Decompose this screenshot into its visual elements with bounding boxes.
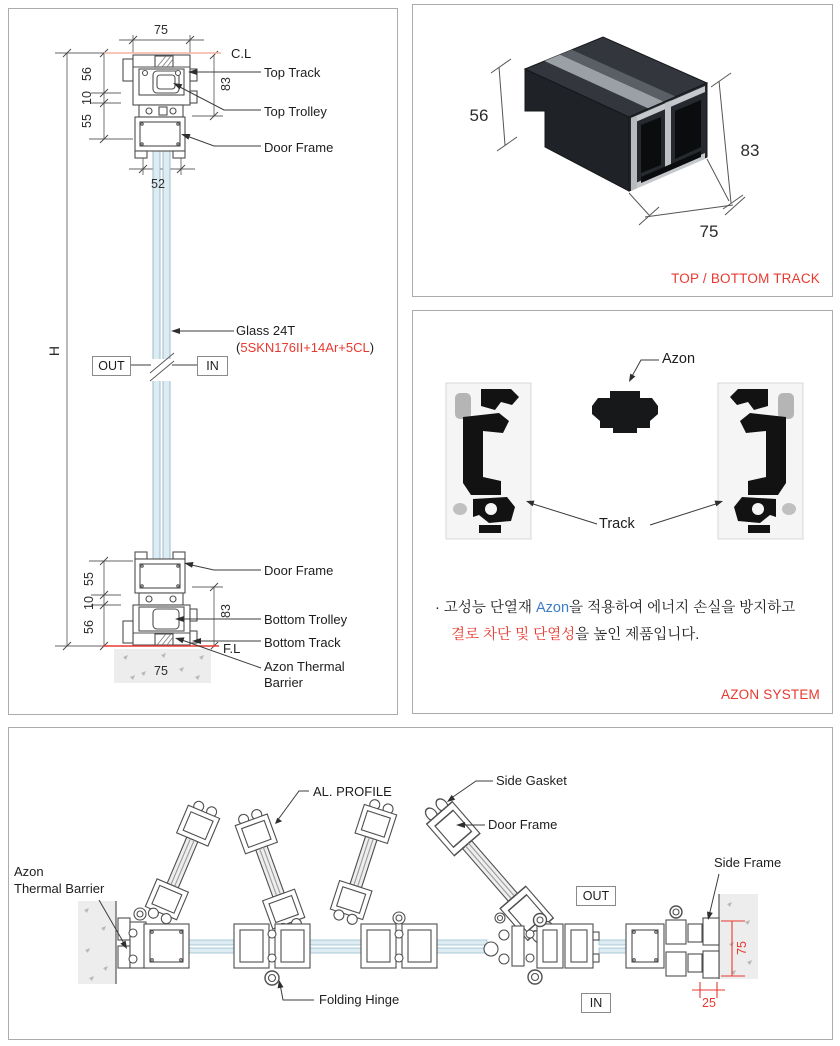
dim-55-bot: 55 [82, 572, 96, 586]
dim-3d-75: 75 [699, 222, 719, 241]
track-section-photo-right [718, 383, 803, 539]
azon-insulator-piece [592, 391, 658, 433]
azon-thermal-plan-label [14, 864, 104, 898]
caption-azon-system: AZON SYSTEM [721, 687, 820, 702]
dim-52: 52 [151, 177, 165, 191]
panel-track-3d [412, 4, 833, 297]
dim-83-top: 83 [219, 77, 233, 91]
azon-system-drawing [413, 311, 832, 713]
azon-thermal-label-1: Azon Thermal [264, 659, 345, 674]
out-box: OUT [92, 356, 131, 376]
glass-spec-code: 5SKN176II+14Ar+5CL [240, 340, 370, 355]
note1-azon-blue: Azon [535, 600, 570, 616]
plan-door-sections [118, 906, 719, 985]
glass-spec [236, 340, 374, 356]
dim-56-bot: 56 [82, 620, 96, 634]
azon-thermal-plan-line2: Thermal Barrier [14, 880, 105, 896]
dim-55-top: 55 [80, 114, 94, 128]
glass-spec-paren-close: ) [369, 340, 375, 355]
azon-thermal-plan-line1: Azon [14, 864, 44, 879]
track-3d-body [413, 5, 707, 191]
azon-label: Azon [662, 351, 696, 367]
dim-width-bot: 75 [154, 664, 168, 678]
track-3d-drawing [413, 5, 832, 296]
in-box: IN [197, 356, 228, 376]
dim-83-bot: 83 [219, 604, 233, 618]
panel-vertical-section [8, 8, 398, 715]
note2-rest: 을 높인 제품입니다. [575, 627, 700, 643]
dim-10-bot: 10 [82, 596, 96, 610]
glass-spec-paren-open: ( [236, 340, 241, 355]
note2-red: 결로 차단 및 단열성 [451, 627, 576, 643]
glass-panes [148, 151, 175, 559]
door-frame-plan-label: Door Frame [488, 817, 558, 832]
top-trolley-label: Top Trolley [264, 104, 327, 119]
panel-folding-plan [8, 727, 833, 1040]
concrete-wall-left [78, 901, 116, 984]
bottom-track-label: Bottom Track [264, 635, 341, 650]
folding-hinge-label: Folding Hinge [319, 992, 400, 1007]
side-gasket-label: Side Gasket [496, 773, 567, 788]
panel-azon-system [412, 310, 833, 714]
dim-10-top: 10 [80, 91, 94, 105]
track-section-photo-left [446, 383, 531, 539]
note1-black: 고성능 단열재 [443, 600, 536, 616]
azon-note-line1 [435, 596, 795, 617]
door-frame-bot-label: Door Frame [264, 563, 334, 578]
caption-top-bottom-track: TOP / BOTTOM TRACK [671, 271, 820, 286]
note-bullet: · [435, 600, 440, 616]
out-box-plan: OUT [576, 886, 616, 906]
bottom-trolley-label: Bottom Trolley [264, 612, 348, 627]
door-frame-top-label: Door Frame [264, 140, 334, 155]
side-frame-label: Side Frame [714, 855, 782, 870]
dim-side-frame-75: 75 [735, 941, 749, 955]
in-box-plan: IN [581, 993, 611, 1013]
azon-note-line2 [451, 623, 699, 644]
dim-3d-56: 56 [469, 106, 489, 125]
azon-thermal-label-2: Barrier [264, 675, 304, 690]
fl-label: F.L [223, 641, 241, 656]
folding-plan-drawing [9, 728, 832, 1039]
bottom-track-assembly [123, 552, 197, 645]
note1-rest: 을 적용하여 에너지 손실을 방지하고 [569, 600, 796, 616]
cl-label: C.L [231, 46, 252, 61]
dim-h: H [46, 345, 62, 357]
dim-width-top: 75 [154, 23, 168, 37]
top-track-assembly [123, 55, 197, 158]
glass-label: Glass 24T [236, 323, 296, 338]
dim-56-top: 56 [80, 67, 94, 81]
dim-offset-25: 25 [702, 996, 716, 1010]
dim-3d-83: 83 [740, 141, 760, 160]
al-profile-label: AL. PROFILE [313, 784, 392, 799]
top-track-label: Top Track [264, 65, 321, 80]
track-label: Track [599, 516, 635, 532]
